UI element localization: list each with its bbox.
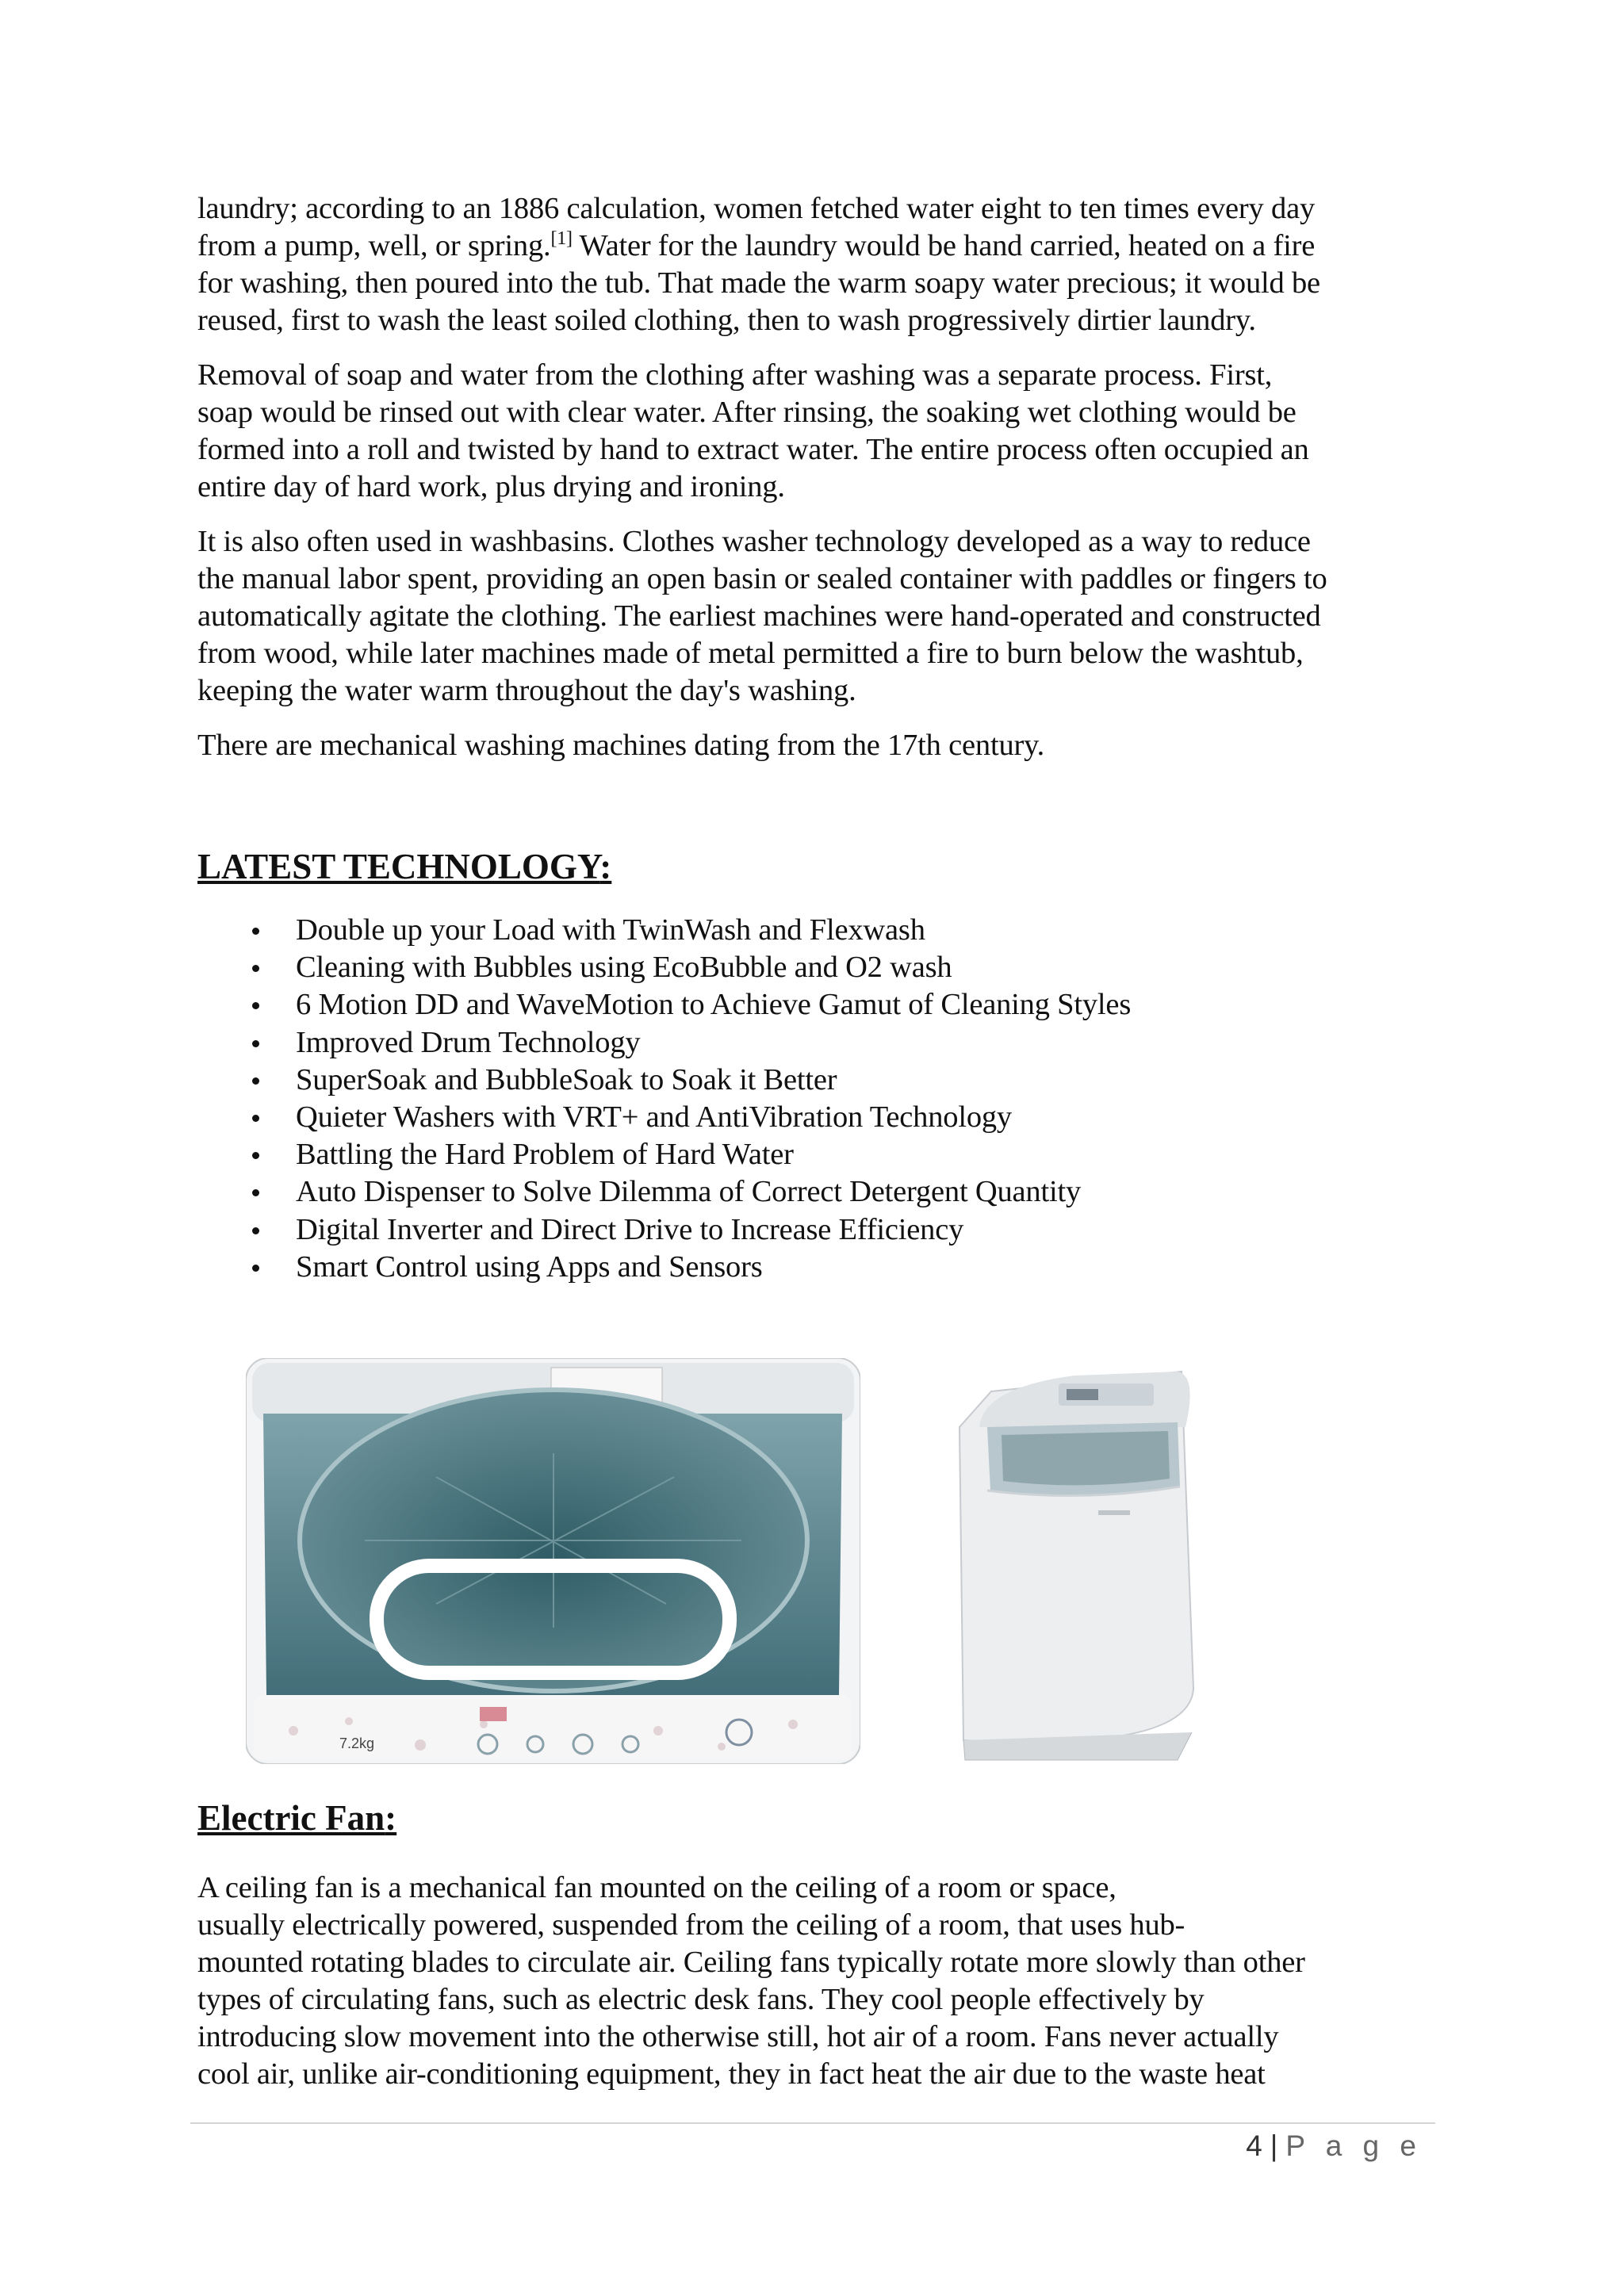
text-line: the manual labor spent, providing an open basin or sealed container with paddles or fingers to — [197, 562, 1327, 595]
text-line: soap would be rinsed out with clear water. After rinsing, the soaking wet clothing would be — [197, 396, 1297, 429]
bullet-icon — [252, 1077, 259, 1085]
text-line: A ceiling fan is a mechanical fan mounted on the ceiling of a room or space, — [197, 1871, 1116, 1904]
bullet-icon — [252, 1002, 259, 1009]
body-text — [197, 190, 1431, 782]
open-washer-image — [246, 1358, 860, 1764]
footnote-reference[interactable]: [1] — [550, 228, 573, 250]
list-item-text: Quieter Washers with VRT+ and AntiVibration Technology — [296, 1100, 1012, 1135]
list-item-text: Battling the Hard Problem of Hard Water — [296, 1138, 794, 1172]
text-line: There are mechanical washing machines dating from the 17th century. — [197, 729, 1045, 762]
heading-text: LATEST TECHNOLOGY — [197, 847, 600, 886]
list-item — [197, 1099, 1131, 1136]
list-item-text: Improved Drum Technology — [296, 1025, 641, 1059]
page-label: P a g e — [1285, 2130, 1423, 2162]
capacity-label: 7.2kg — [339, 1735, 375, 1751]
paragraph-ceiling-fan — [197, 1869, 1434, 2093]
bullet-icon — [252, 1189, 259, 1196]
list-item — [197, 949, 1131, 986]
technology-bullet-list — [197, 912, 1131, 1286]
text-line: automatically agitate the clothing. The earliest machines were hand-operated and constructed — [197, 599, 1321, 633]
top-load-washer-image — [916, 1340, 1463, 1784]
list-item-text: Smart Control using Apps and Sensors — [296, 1249, 763, 1284]
text-fragment: Water for the laundry would be hand carried, heated on a fire — [572, 229, 1316, 262]
bullet-icon — [252, 965, 259, 972]
list-item-text: Digital Inverter and Direct Drive to Increase Efficiency — [296, 1212, 964, 1246]
text-line: types of circulating fans, such as electric desk fans. They cool people effectively by — [197, 1983, 1205, 2016]
paragraph-laundry-history — [197, 190, 1431, 339]
footer-divider — [190, 2122, 1435, 2124]
list-item — [197, 986, 1131, 1024]
text-line: It is also often used in washbasins. Clothes washer technology developed as a way to reduce — [197, 525, 1311, 558]
heading-text: Electric Fan — [197, 1798, 385, 1838]
text-line: cool air, unlike air-conditioning equipment, they in fact heat the air due to the waste heat — [197, 2057, 1266, 2091]
text-line: mounted rotating blades to circulate air. Ceiling fans typically rotate more slowly than other — [197, 1946, 1305, 1979]
list-item-text: SuperSoak and BubbleSoak to Soak it Better — [296, 1062, 837, 1096]
text-line: reused, first to wash the least soiled clothing, then to wash progressively dirtier laundry. — [197, 304, 1256, 337]
paragraph-washer-technology — [197, 523, 1431, 710]
page-number: 4 — [1246, 2130, 1262, 2162]
text-line: entire day of hard work, plus drying and ironing. — [197, 470, 785, 503]
text-line: from wood, while later machines made of metal permitted a fire to burn below the washtub, — [197, 637, 1304, 670]
bullet-icon — [252, 1115, 259, 1122]
bullet-icon — [252, 1265, 259, 1272]
heading-colon: : — [385, 1798, 397, 1838]
bullet-icon — [252, 1040, 259, 1047]
paragraph-soap-removal — [197, 357, 1431, 506]
bullet-icon — [252, 1152, 259, 1159]
text-line: formed into a roll and twisted by hand to extract water. The entire process often occupied an — [197, 433, 1309, 466]
text-fragment: from a pump, well, or spring. — [197, 229, 551, 262]
list-item-text: Double up your Load with TwinWash and Flexwash — [296, 913, 925, 947]
bullet-icon — [252, 1227, 259, 1234]
list-item — [197, 1211, 1131, 1249]
list-item — [197, 1173, 1131, 1211]
text-line: keeping the water warm throughout the day's washing. — [197, 674, 856, 707]
text-line: introducing slow movement into the otherwise still, hot air of a room. Fans never actually — [197, 2020, 1279, 2053]
list-item — [197, 1249, 1131, 1286]
list-item-text: 6 Motion DD and WaveMotion to Achieve Gamut of Cleaning Styles — [296, 988, 1132, 1022]
list-item-text: Cleaning with Bubbles using EcoBubble and O2 wash — [296, 951, 952, 985]
heading-colon: : — [599, 847, 612, 886]
text-line: laundry; according to an 1886 calculation, women fetched water eight to ten times every day — [197, 192, 1316, 225]
text-line: for washing, then poured into the tub. That made the warm soapy water precious; it would be — [197, 266, 1320, 300]
text-line: Removal of soap and water from the clothing after washing was a separate process. First, — [197, 358, 1273, 392]
footer-separator: | — [1270, 2130, 1278, 2162]
list-item — [197, 912, 1131, 949]
list-item — [197, 1062, 1131, 1099]
page-footer — [1246, 2130, 1423, 2163]
bullet-icon — [252, 928, 259, 935]
list-item — [197, 1024, 1131, 1062]
list-item-text: Auto Dispenser to Solve Dilemma of Correct Detergent Quantity — [296, 1175, 1082, 1209]
text-line — [197, 228, 1431, 265]
list-item — [197, 1136, 1131, 1173]
heading-latest-technology — [197, 846, 611, 887]
paragraph-mechanical-machines — [197, 727, 1431, 764]
heading-electric-fan — [197, 1797, 396, 1839]
text-line: usually electrically powered, suspended from the ceiling of a room, that uses hub- — [197, 1908, 1185, 1942]
